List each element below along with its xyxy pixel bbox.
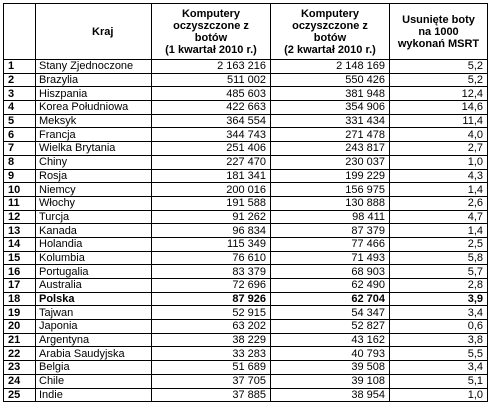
q1-cell: 2 163 216 <box>152 60 271 74</box>
msrt-cell: 1,0 <box>390 388 488 402</box>
table-row <box>4 347 488 361</box>
country-cell: Korea Południowa <box>36 101 152 115</box>
q2-cell: 62 704 <box>271 292 390 306</box>
header-q2-line: oczyszczone z <box>292 19 368 32</box>
msrt-cell: 1,4 <box>390 224 488 238</box>
table-row <box>4 265 488 279</box>
q1-cell: 191 588 <box>152 196 271 210</box>
table-row <box>4 196 488 210</box>
country-cell: Stany Zjednoczone <box>36 60 152 74</box>
q2-cell: 243 817 <box>271 142 390 156</box>
country-cell: Kolumbia <box>36 251 152 265</box>
country-cell: Japonia <box>36 320 152 334</box>
q1-cell: 72 696 <box>152 279 271 293</box>
rank-cell: 16 <box>4 265 36 279</box>
rank-cell: 18 <box>4 292 36 306</box>
q2-cell: 43 162 <box>271 333 390 347</box>
q2-cell: 354 906 <box>271 101 390 115</box>
country-cell: Portugalia <box>36 265 152 279</box>
q1-cell: 485 603 <box>152 87 271 101</box>
msrt-cell: 3,8 <box>390 333 488 347</box>
q1-cell: 115 349 <box>152 237 271 251</box>
table-row <box>4 306 488 320</box>
q1-cell: 63 202 <box>152 320 271 334</box>
header-msrt-line: Usunięte boty <box>402 13 475 26</box>
q2-cell: 87 379 <box>271 224 390 238</box>
table-body <box>4 60 488 402</box>
q2-cell: 98 411 <box>271 210 390 224</box>
header-q1-line: Komputery <box>181 7 241 20</box>
q1-cell: 76 610 <box>152 251 271 265</box>
q1-cell: 37 885 <box>152 388 271 402</box>
q1-cell: 344 743 <box>152 128 271 142</box>
country-cell: Turcja <box>36 210 152 224</box>
country-cell: Australia <box>36 279 152 293</box>
q2-cell: 54 347 <box>271 306 390 320</box>
table-row <box>4 279 488 293</box>
header-country: Kraj <box>36 4 152 60</box>
rank-cell: 25 <box>4 388 36 402</box>
country-cell: Indie <box>36 388 152 402</box>
bot-cleanup-table <box>3 3 488 402</box>
header-q1-line: oczyszczone z <box>173 19 249 32</box>
header-msrt-line: wykonań MSRT <box>397 37 480 50</box>
rank-cell: 8 <box>4 155 36 169</box>
q2-cell: 331 434 <box>271 114 390 128</box>
q2-cell: 71 493 <box>271 251 390 265</box>
msrt-cell: 5,2 <box>390 60 488 74</box>
msrt-cell: 4,3 <box>390 169 488 183</box>
rank-cell: 10 <box>4 183 36 197</box>
rank-cell: 23 <box>4 361 36 375</box>
country-cell: Belgia <box>36 361 152 375</box>
q2-cell: 271 478 <box>271 128 390 142</box>
msrt-cell: 2,8 <box>390 279 488 293</box>
rank-cell: 3 <box>4 87 36 101</box>
q2-cell: 156 975 <box>271 183 390 197</box>
msrt-cell: 2,5 <box>390 237 488 251</box>
msrt-cell: 5,2 <box>390 73 488 87</box>
q2-cell: 2 148 169 <box>271 60 390 74</box>
country-cell: Niemcy <box>36 183 152 197</box>
q1-cell: 181 341 <box>152 169 271 183</box>
rank-cell: 20 <box>4 320 36 334</box>
q1-cell: 251 406 <box>152 142 271 156</box>
header-rank <box>4 4 36 60</box>
q1-cell: 511 002 <box>152 73 271 87</box>
msrt-cell: 5,7 <box>390 265 488 279</box>
table-row <box>4 128 488 142</box>
country-cell: Argentyna <box>36 333 152 347</box>
table-row <box>4 224 488 238</box>
rank-cell: 11 <box>4 196 36 210</box>
rank-cell: 9 <box>4 169 36 183</box>
table-row <box>4 101 488 115</box>
header-q1-line: botów <box>194 31 228 44</box>
msrt-cell: 2,6 <box>390 196 488 210</box>
rank-cell: 13 <box>4 224 36 238</box>
country-cell: Wielka Brytania <box>36 142 152 156</box>
q1-cell: 227 470 <box>152 155 271 169</box>
msrt-cell: 3,4 <box>390 361 488 375</box>
rank-cell: 5 <box>4 114 36 128</box>
header-msrt-line: na 1000 <box>418 25 459 38</box>
msrt-cell: 4,7 <box>390 210 488 224</box>
table-row <box>4 73 488 87</box>
country-cell: Arabia Saudyjska <box>36 347 152 361</box>
table-row <box>4 183 488 197</box>
q1-cell: 52 915 <box>152 306 271 320</box>
q1-cell: 83 379 <box>152 265 271 279</box>
q1-cell: 364 554 <box>152 114 271 128</box>
header-q1 <box>152 4 271 60</box>
table-row <box>4 210 488 224</box>
country-cell: Kanada <box>36 224 152 238</box>
q2-cell: 550 426 <box>271 73 390 87</box>
table-row <box>4 87 488 101</box>
msrt-cell: 14,6 <box>390 101 488 115</box>
rank-cell: 17 <box>4 279 36 293</box>
rank-cell: 15 <box>4 251 36 265</box>
country-cell: Meksyk <box>36 114 152 128</box>
table-row <box>4 251 488 265</box>
country-cell: Tajwan <box>36 306 152 320</box>
header-q1-line: (1 kwartał 2010 r.) <box>165 43 257 56</box>
msrt-cell: 3,4 <box>390 306 488 320</box>
header-msrt <box>390 4 488 60</box>
header-row <box>4 4 488 60</box>
header-q2-line: Komputery <box>300 7 360 20</box>
q1-cell: 51 689 <box>152 361 271 375</box>
country-cell: Brazylia <box>36 73 152 87</box>
q2-cell: 130 888 <box>271 196 390 210</box>
country-cell: Holandia <box>36 237 152 251</box>
table-row <box>4 114 488 128</box>
q1-cell: 38 229 <box>152 333 271 347</box>
table-row <box>4 60 488 74</box>
q2-cell: 39 508 <box>271 361 390 375</box>
msrt-cell: 3,9 <box>390 292 488 306</box>
msrt-cell: 5,8 <box>390 251 488 265</box>
msrt-cell: 1,4 <box>390 183 488 197</box>
country-cell: Włochy <box>36 196 152 210</box>
rank-cell: 6 <box>4 128 36 142</box>
q2-cell: 381 948 <box>271 87 390 101</box>
country-cell: Rosja <box>36 169 152 183</box>
rank-cell: 24 <box>4 374 36 388</box>
msrt-cell: 5,1 <box>390 374 488 388</box>
q2-cell: 38 954 <box>271 388 390 402</box>
rank-cell: 1 <box>4 60 36 74</box>
q2-cell: 62 490 <box>271 279 390 293</box>
q1-cell: 96 834 <box>152 224 271 238</box>
rank-cell: 2 <box>4 73 36 87</box>
table-row <box>4 155 488 169</box>
q2-cell: 77 466 <box>271 237 390 251</box>
country-cell: Hiszpania <box>36 87 152 101</box>
q2-cell: 68 903 <box>271 265 390 279</box>
table-header <box>4 4 488 60</box>
msrt-cell: 1,0 <box>390 155 488 169</box>
country-cell: Francja <box>36 128 152 142</box>
q1-cell: 87 926 <box>152 292 271 306</box>
rank-cell: 21 <box>4 333 36 347</box>
msrt-cell: 2,7 <box>390 142 488 156</box>
table-row <box>4 169 488 183</box>
q2-cell: 40 793 <box>271 347 390 361</box>
table-row <box>4 388 488 402</box>
msrt-cell: 5,5 <box>390 347 488 361</box>
rank-cell: 19 <box>4 306 36 320</box>
rank-cell: 12 <box>4 210 36 224</box>
rank-cell: 7 <box>4 142 36 156</box>
country-cell: Chiny <box>36 155 152 169</box>
table-row <box>4 320 488 334</box>
q1-cell: 91 262 <box>152 210 271 224</box>
header-q2-line: botów <box>313 31 347 44</box>
msrt-cell: 0,6 <box>390 320 488 334</box>
q2-cell: 39 108 <box>271 374 390 388</box>
table-row <box>4 237 488 251</box>
table-row <box>4 361 488 375</box>
q2-cell: 52 827 <box>271 320 390 334</box>
rank-cell: 4 <box>4 101 36 115</box>
country-cell: Polska <box>36 292 152 306</box>
table-row <box>4 142 488 156</box>
q1-cell: 200 016 <box>152 183 271 197</box>
q1-cell: 422 663 <box>152 101 271 115</box>
q2-cell: 199 229 <box>271 169 390 183</box>
rank-cell: 14 <box>4 237 36 251</box>
table-row <box>4 292 488 306</box>
msrt-cell: 11,4 <box>390 114 488 128</box>
q1-cell: 37 705 <box>152 374 271 388</box>
table-row <box>4 333 488 347</box>
q2-cell: 230 037 <box>271 155 390 169</box>
rank-cell: 22 <box>4 347 36 361</box>
country-cell: Chile <box>36 374 152 388</box>
q1-cell: 33 283 <box>152 347 271 361</box>
header-q2 <box>271 4 390 60</box>
msrt-cell: 4,0 <box>390 128 488 142</box>
table-row <box>4 374 488 388</box>
header-q2-line: (2 kwartał 2010 r.) <box>284 43 376 56</box>
msrt-cell: 12,4 <box>390 87 488 101</box>
